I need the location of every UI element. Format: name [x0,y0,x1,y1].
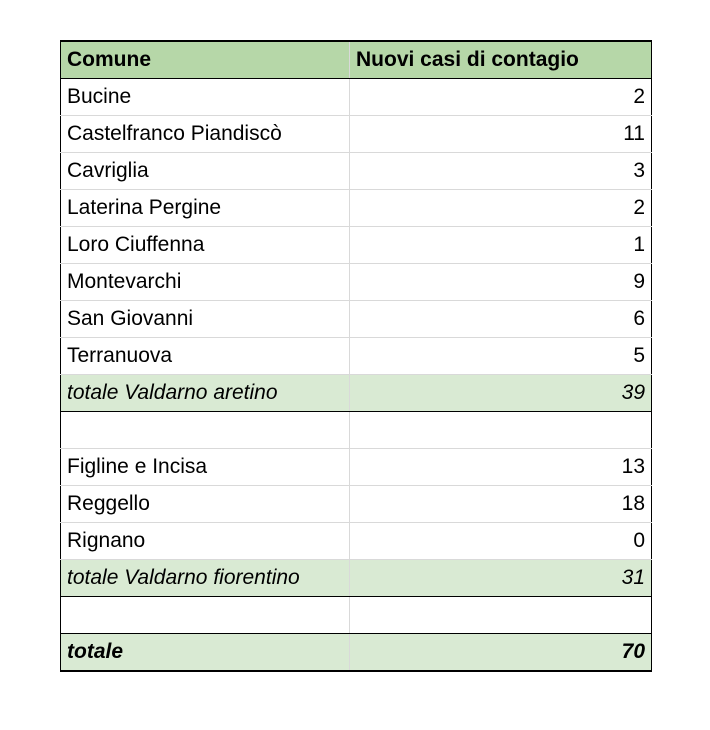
comune-cell[interactable]: Terranuova [61,338,350,375]
table-row [61,190,652,227]
table-row [61,227,652,264]
comune-cell[interactable]: Bucine [61,79,350,116]
comune-cell[interactable]: Laterina Pergine [61,190,350,227]
casi-cell[interactable]: 18 [350,486,652,523]
header-nuovi-casi[interactable]: Nuovi casi di contagio [350,41,652,79]
table-row [61,153,652,190]
subtotal-label[interactable]: totale Valdarno fiorentino [61,560,350,597]
empty-cell[interactable] [350,412,652,449]
casi-cell[interactable]: 2 [350,190,652,227]
empty-cell[interactable] [61,412,350,449]
table-row [61,264,652,301]
casi-cell[interactable]: 5 [350,338,652,375]
casi-cell[interactable]: 9 [350,264,652,301]
table-row [61,338,652,375]
casi-cell[interactable]: 6 [350,301,652,338]
subtotal-value[interactable]: 31 [350,560,652,597]
comune-cell[interactable]: Cavriglia [61,153,350,190]
table-row [61,116,652,153]
empty-cell[interactable] [61,597,350,634]
comune-cell[interactable]: Rignano [61,523,350,560]
cases-table [60,40,652,672]
table-row [61,301,652,338]
table-row [61,449,652,486]
casi-cell[interactable]: 1 [350,227,652,264]
casi-cell[interactable]: 3 [350,153,652,190]
table-row [61,523,652,560]
casi-cell[interactable]: 13 [350,449,652,486]
casi-cell[interactable]: 0 [350,523,652,560]
empty-row [61,412,652,449]
table-row [61,79,652,116]
empty-cell[interactable] [350,597,652,634]
table-row [61,486,652,523]
empty-row [61,597,652,634]
subtotal-label[interactable]: totale Valdarno aretino [61,375,350,412]
casi-cell[interactable]: 11 [350,116,652,153]
header-comune[interactable]: Comune [61,41,350,79]
total-row [61,634,652,672]
comune-cell[interactable]: Reggello [61,486,350,523]
subtotal-value[interactable]: 39 [350,375,652,412]
comune-cell[interactable]: Loro Ciuffenna [61,227,350,264]
subtotal-row-aretino [61,375,652,412]
comune-cell[interactable]: Figline e Incisa [61,449,350,486]
total-label[interactable]: totale [61,634,350,672]
comune-cell[interactable]: Montevarchi [61,264,350,301]
subtotal-row-fiorentino [61,560,652,597]
casi-cell[interactable]: 2 [350,79,652,116]
comune-cell[interactable]: San Giovanni [61,301,350,338]
comune-cell[interactable]: Castelfranco Piandiscò [61,116,350,153]
header-row [61,41,652,79]
total-value[interactable]: 70 [350,634,652,672]
